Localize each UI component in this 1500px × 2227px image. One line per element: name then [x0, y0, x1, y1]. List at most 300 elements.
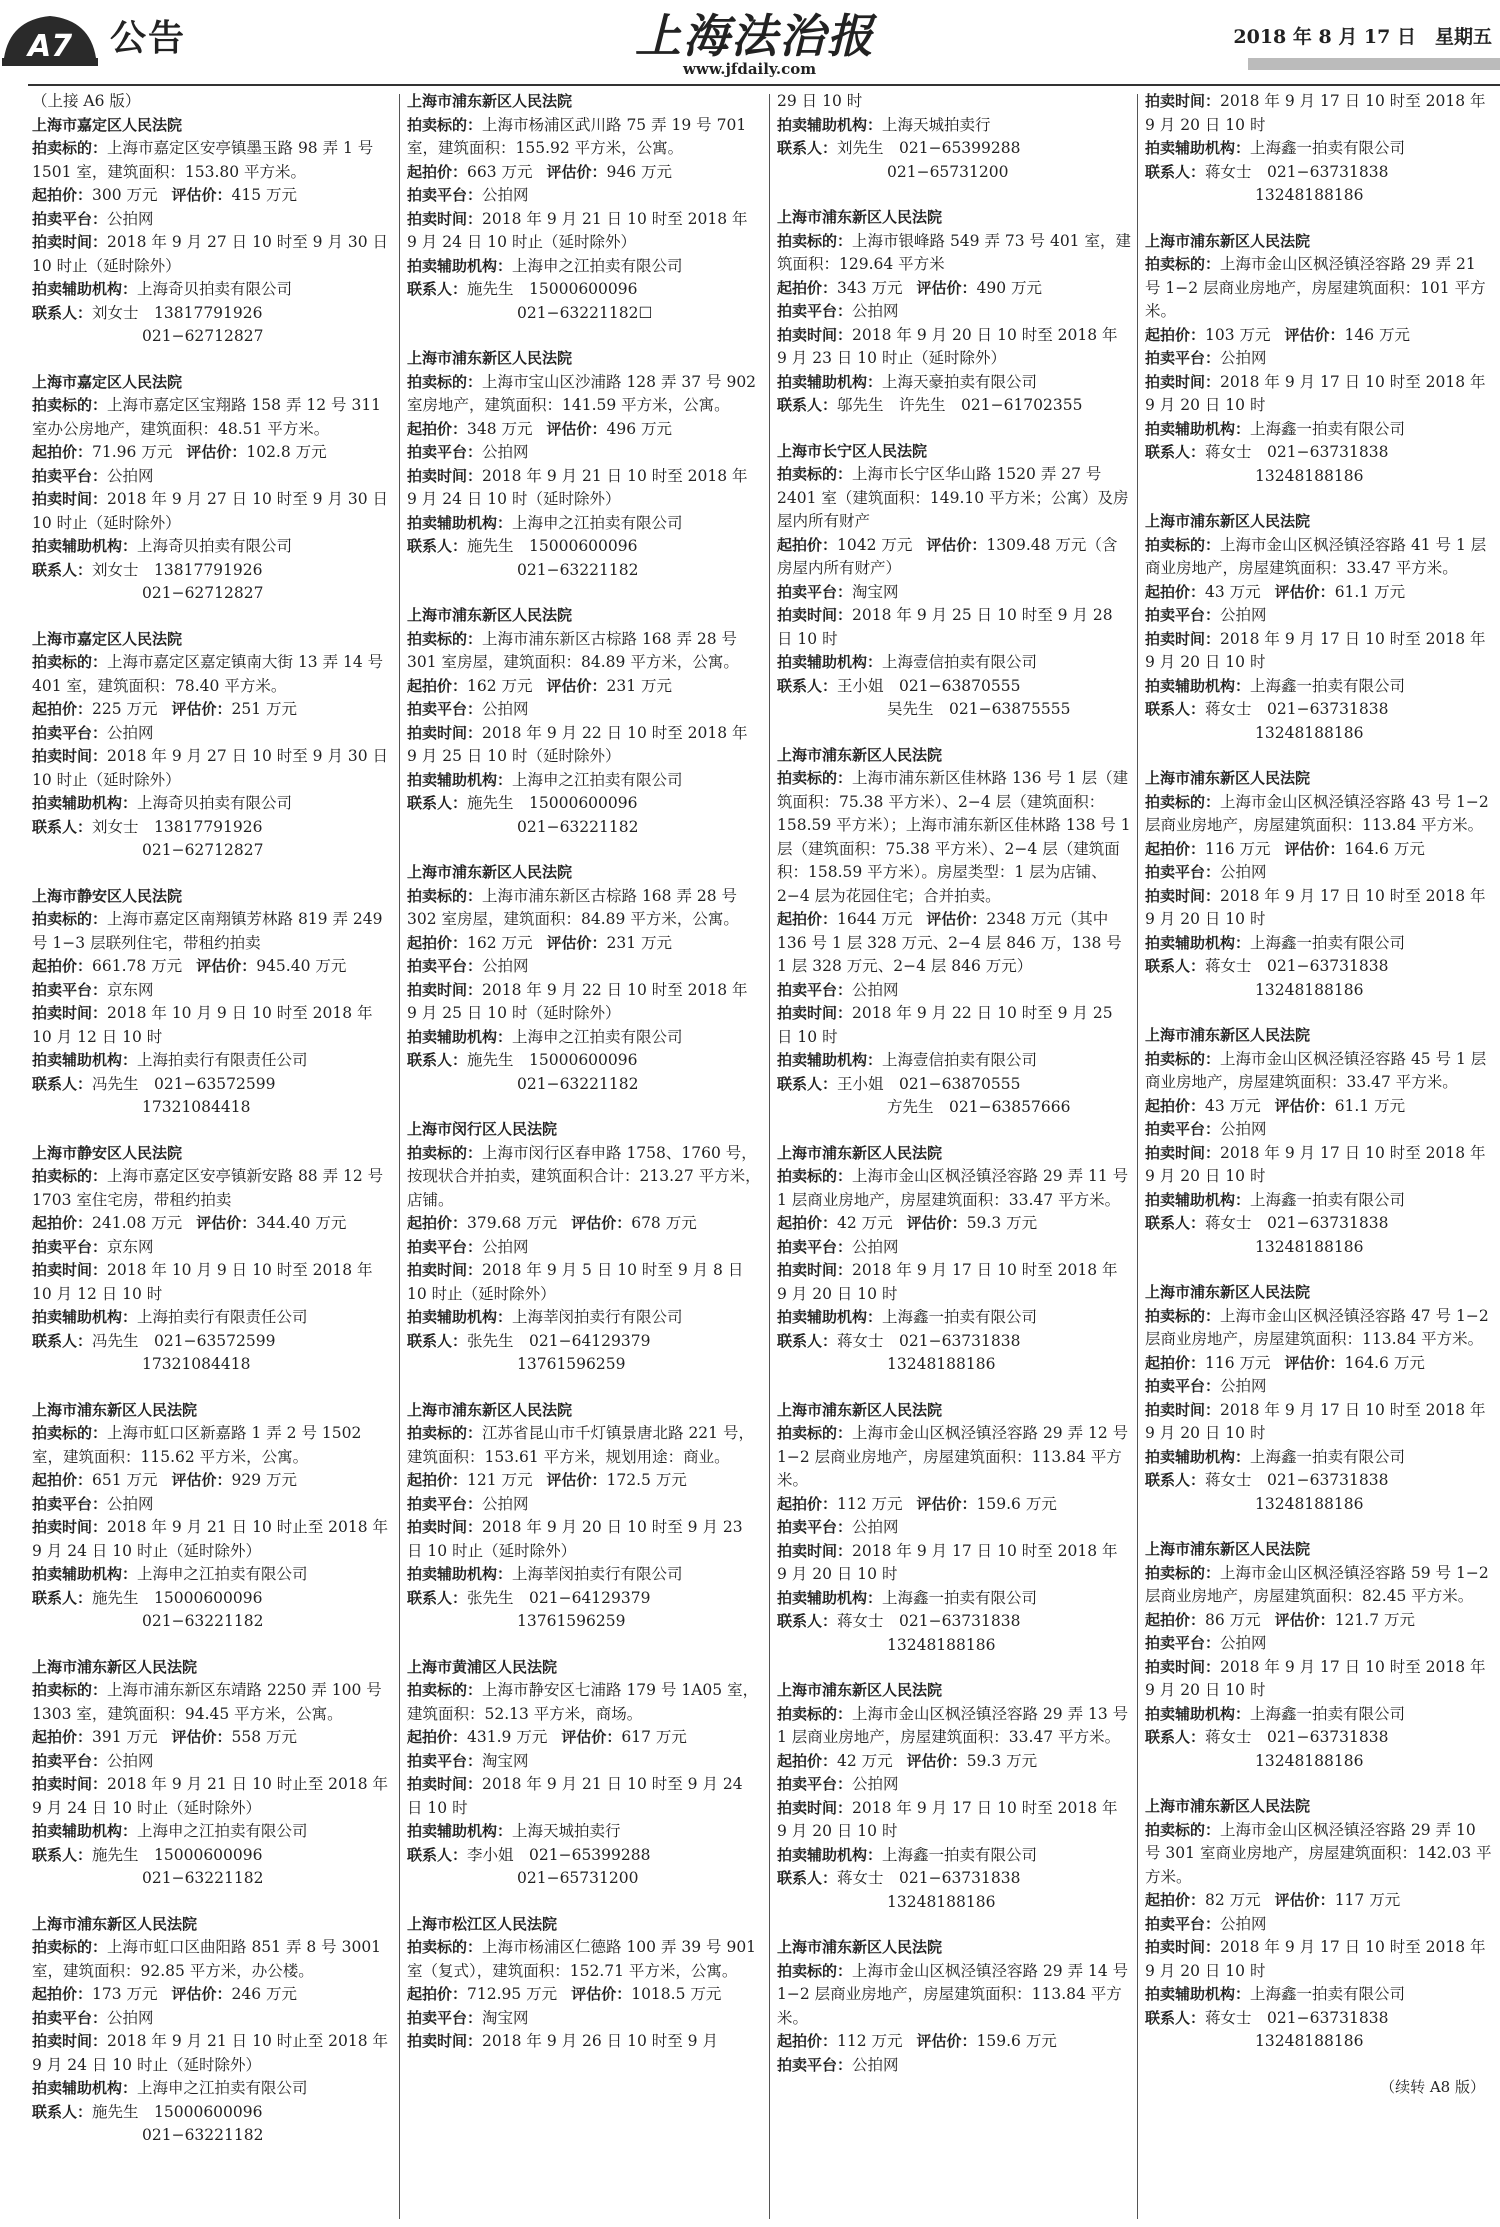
notice-row-time — [32, 231, 392, 278]
field-label: 拍卖标的： — [32, 1167, 108, 1185]
field-value-platform: 公拍网 — [1220, 349, 1267, 367]
field-value-agency: 上海申之江拍卖有限公司 — [512, 513, 683, 532]
court-name: 上海市浦东新区人民法院 — [777, 1938, 943, 1956]
field-value-contact: 施先生 15000600096 — [467, 537, 638, 555]
field-value-estimate: 945.40 万元 — [256, 957, 347, 975]
notice-row-contact — [777, 1073, 1132, 1120]
field-label: 拍卖时间： — [407, 2032, 483, 2050]
field-value-time: 2018 年 9 月 20 日 10 时至 2018 年 9 月 23 日 10 时止（延时除外） — [777, 325, 1118, 367]
field-value-start: 112 万元 — [837, 1494, 903, 1513]
auction-notice — [777, 1399, 1132, 1658]
notice-row-time — [1145, 1142, 1495, 1189]
field-value-target: 上海市浦东新区佳林路 136 号 1 层（建筑面积：75.38 平方米）、2−4 层（建筑面积：158.59 平方米）；上海市浦东新区佳林路 138 号 1 层（建筑面积：75.38 平方米）、2−4 层（建筑面积：158.59 平方米）。房屋类型：1 层为店铺、2−4 层为花园住宅；合并拍卖。 — [777, 769, 1131, 905]
auction-notice — [777, 90, 1132, 184]
field-value-time: 2018 年 9 月 5 日 10 时至 9 月 8 日 10 时止（延时除外） — [407, 1261, 744, 1303]
field-label: 拍卖标的： — [1145, 792, 1221, 811]
field-label: 联系人： — [777, 1612, 838, 1630]
field-label: 评估价： — [171, 1728, 232, 1746]
field-value-start: 162 万元 — [467, 933, 533, 952]
notice-row-target — [407, 1142, 762, 1213]
field-label: 联系人： — [32, 2102, 93, 2121]
continued-to-note: （续转 A8 版） — [1380, 2077, 1485, 2096]
field-label: 拍卖时间： — [1145, 92, 1221, 110]
court-name: 上海市黄浦区人民法院 — [407, 1657, 558, 1676]
auction-notice — [1145, 1281, 1495, 1516]
field-label: 拍卖平台： — [407, 1237, 483, 1256]
field-label: 拍卖辅助机构： — [777, 372, 883, 391]
field-value-contact: 蒋女士 021−63731838 — [1205, 162, 1389, 181]
court-name: 上海市浦东新区人民法院 — [1145, 769, 1311, 787]
court-name: 上海市浦东新区人民法院 — [777, 1400, 943, 1419]
field-label: 拍卖标的： — [1145, 535, 1221, 554]
notice-row-target — [32, 1165, 392, 1212]
notice-row-time — [32, 1516, 392, 1563]
notice-row-platform — [32, 208, 392, 232]
field-label: 联系人： — [32, 303, 93, 322]
field-label: 评估价： — [1274, 1610, 1335, 1629]
field-value-agency: 上海鑫一拍卖有限公司 — [1250, 676, 1406, 695]
field-label: 拍卖平台： — [32, 209, 108, 228]
notice-row-contact — [32, 302, 392, 349]
court-name: 上海市浦东新区人民法院 — [777, 208, 943, 226]
field-label: 拍卖时间： — [32, 2032, 108, 2050]
auction-notice — [1145, 1795, 1495, 2054]
field-value-target: 上海市浦东新区古棕路 168 弄 28 号 301 室房屋，建筑面积：84.89 平方米，公寓。 — [407, 629, 739, 671]
field-value-contact2: 021−63221182☐ — [517, 303, 653, 322]
field-label: 拍卖辅助机构： — [32, 794, 138, 812]
field-value-estimate: 929 万元 — [231, 1471, 298, 1489]
field-value-estimate: 2348 万元（其中 136 号 1 层 328 万元、2−4 层 846 万，138 号 1 层 328 万元、2−4 层 846 万元） — [777, 910, 1122, 975]
notice-row-target — [32, 1422, 392, 1469]
field-label: 评估价： — [906, 1214, 967, 1232]
field-value-estimate: 415 万元 — [231, 186, 298, 204]
notice-row-contact — [777, 1610, 1132, 1657]
auction-notice — [1145, 510, 1495, 745]
notice-row-contact — [32, 1587, 392, 1634]
field-value-contact: 王小姐 021−63870555 — [837, 1074, 1021, 1093]
field-label: 拍卖辅助机构： — [32, 1822, 138, 1840]
field-label: 拍卖平台： — [777, 582, 853, 601]
notice-row-time — [777, 1002, 1132, 1049]
field-value-agency: 上海莘闵拍卖行有限公司 — [512, 1308, 683, 1326]
notice-row-price — [777, 1750, 1132, 1774]
field-value-target: 上海市嘉定区南翔镇芳林路 819 弄 249 号 1−3 层联列住宅，带租约拍卖 — [32, 910, 383, 952]
field-label: 拍卖标的： — [32, 396, 108, 414]
field-label: 拍卖时间： — [407, 209, 483, 228]
field-value-contact: 刘女士 13817791926 — [92, 817, 263, 836]
field-label: 起拍价： — [777, 1751, 838, 1770]
field-value-start: 42 万元 — [837, 1751, 893, 1770]
field-label: 起拍价： — [407, 1214, 468, 1232]
notice-row-contact — [1145, 1469, 1495, 1516]
field-label: 起拍价： — [1145, 325, 1206, 344]
field-value-contact: 蒋女士 021−63731838 — [1205, 2008, 1389, 2027]
field-value-target: 上海市嘉定区安亭镇新安路 88 弄 12 号 1703 室住宅房，带租约拍卖 — [32, 1167, 384, 1209]
field-value-contact: 施先生 15000600096 — [92, 1588, 263, 1607]
field-value-time: 2018 年 9 月 22 日 10 时至 9 月 25 日 10 时 — [777, 1004, 1113, 1046]
field-value-platform: 公拍网 — [107, 1751, 154, 1770]
field-label: 拍卖平台： — [1145, 1377, 1221, 1395]
field-label: 起拍价： — [407, 933, 468, 952]
notice-row-target — [1145, 1562, 1495, 1609]
court-name: 上海市浦东新区人民法院 — [1145, 512, 1311, 530]
field-label: 联系人： — [777, 396, 838, 414]
notice-row-platform — [407, 2007, 762, 2031]
column-divider — [1137, 94, 1138, 2219]
notice-row-time — [777, 1259, 1132, 1306]
website-link[interactable]: www.jfdaily.com — [683, 60, 817, 78]
field-label: 拍卖标的： — [407, 1938, 483, 1956]
column-divider — [769, 94, 770, 2219]
field-value-contact: 刘先生 021−65399288 — [837, 139, 1021, 157]
field-value-time: 2018 年 9 月 20 日 10 时至 9 月 23 日 10 时止（延时除外） — [407, 1518, 743, 1560]
field-value-estimate: 164.6 万元 — [1344, 1353, 1425, 1372]
field-value-start: 300 万元 — [92, 186, 158, 204]
field-value-estimate: 61.1 万元 — [1334, 582, 1406, 601]
notice-row-agency — [32, 278, 392, 302]
notice-row-target — [1145, 253, 1495, 324]
field-value-agency: 上海鑫一拍卖有限公司 — [1250, 1190, 1406, 1209]
field-label: 拍卖标的： — [32, 1938, 108, 1956]
notice-row-agency — [407, 1026, 762, 1050]
field-value-agency: 上海壹信拍卖有限公司 — [882, 653, 1038, 671]
notice-row-price — [407, 1726, 762, 1750]
notice-row-time — [1145, 371, 1495, 418]
field-label: 拍卖平台： — [407, 186, 483, 204]
field-value-contact: 蒋女士 021−63731838 — [1205, 1214, 1389, 1232]
court-name: 上海市浦东新区人民法院 — [32, 1400, 198, 1419]
field-label: 联系人： — [407, 1051, 468, 1069]
field-label: 拍卖标的： — [1145, 1563, 1221, 1582]
notice-row-agency — [1145, 1983, 1495, 2007]
field-value-time: 2018 年 9 月 17 日 10 时至 2018 年 9 月 20 日 10 时 — [1145, 1657, 1486, 1699]
notice-row-price — [407, 161, 762, 185]
notice-row-target — [777, 1165, 1132, 1212]
notice-row-platform — [1145, 1375, 1495, 1399]
notice-row-price — [1145, 1095, 1495, 1119]
field-value-agency: 上海申之江拍卖有限公司 — [137, 1822, 308, 1840]
field-label: 拍卖平台： — [777, 1775, 853, 1793]
field-label: 拍卖辅助机构： — [1145, 933, 1251, 952]
field-value-contact2: 13248188186 — [1255, 2032, 1364, 2050]
notice-row-contact — [407, 1587, 762, 1634]
auction-notice — [407, 1399, 762, 1634]
notice-row-agency — [407, 1563, 762, 1587]
court-name: 上海市浦东新区人民法院 — [407, 92, 573, 110]
field-label: 拍卖平台： — [32, 1237, 108, 1256]
field-value-platform: 淘宝网 — [852, 582, 899, 601]
auction-notice — [32, 1142, 392, 1377]
field-value-contact2: 021−62712827 — [142, 584, 264, 602]
notice-row-price — [777, 1212, 1132, 1236]
field-label: 拍卖时间： — [32, 1004, 108, 1022]
notice-row-price — [1145, 324, 1495, 348]
field-value-start: 651 万元 — [92, 1471, 158, 1489]
field-value-time: 2018 年 9 月 17 日 10 时至 2018 年 9 月 20 日 10 时 — [1145, 629, 1486, 671]
field-label: 评估价： — [916, 1494, 977, 1513]
notice-row-price — [407, 418, 762, 442]
field-value-target: 上海市银峰路 549 弄 73 号 401 室，建筑面积：129.64 平方米 — [777, 231, 1131, 273]
field-label: 评估价： — [546, 1471, 607, 1489]
field-value-contact: 施先生 15000600096 — [92, 2102, 263, 2121]
field-value-target: 上海市宝山区沙浦路 128 弄 37 号 902 室房地产，建筑面积：141.59 平方米，公寓。 — [407, 372, 757, 414]
field-value-time: 2018 年 9 月 27 日 10 时至 9 月 30 日 10 时止（延时除外） — [32, 747, 389, 789]
field-label: 起拍价： — [1145, 1891, 1206, 1909]
notice-row-contact — [777, 394, 1132, 418]
field-label: 拍卖时间： — [1145, 629, 1221, 648]
field-value-contact2: 13248188186 — [1255, 186, 1364, 204]
field-value-estimate: 946 万元 — [606, 162, 673, 181]
field-label: 拍卖标的： — [777, 1704, 853, 1723]
notice-row-agency — [32, 792, 392, 816]
auction-notice — [407, 604, 762, 839]
notice-row-time — [1145, 628, 1495, 675]
field-value-estimate: 558 万元 — [231, 1728, 298, 1746]
field-label: 拍卖时间： — [32, 490, 108, 508]
field-label: 评估价： — [171, 1985, 232, 2003]
notice-row-price — [32, 1212, 392, 1236]
notice-row-target — [777, 1703, 1132, 1750]
field-value-start: 43 万元 — [1205, 582, 1261, 601]
field-label: 起拍价： — [777, 910, 838, 928]
notice-row-agency — [407, 255, 762, 279]
field-label: 评估价： — [1284, 325, 1345, 344]
field-value-target: 上海市金山区枫泾镇泾容路 45 号 1 层商业房地产，房屋建筑面积：33.47 平方米。 — [1145, 1049, 1487, 1091]
notice-row-platform — [407, 184, 762, 208]
notice-row-agency — [777, 1587, 1132, 1611]
court-name: 上海市浦东新区人民法院 — [777, 1143, 943, 1162]
field-label: 拍卖平台： — [777, 302, 853, 320]
field-label: 起拍价： — [1145, 1610, 1206, 1629]
notice-row-contact — [1145, 955, 1495, 1002]
field-label: 拍卖时间： — [407, 1261, 483, 1279]
notice-row-target — [407, 885, 762, 932]
field-value-platform: 京东网 — [107, 980, 154, 999]
field-label: 评估价： — [171, 700, 232, 718]
field-value-contact2: 方先生 021−63857666 — [887, 1098, 1071, 1116]
field-label: 评估价： — [926, 535, 987, 554]
field-value-target: 上海市长宁区华山路 1520 弄 27 号 2401 室（建筑面积：149.10 平方米；公寓）及房屋内所有财产 — [777, 465, 1129, 530]
field-value-contact2: 021−65731200 — [887, 162, 1009, 181]
notice-row-contact — [1145, 1212, 1495, 1259]
field-label: 评估价： — [1284, 839, 1345, 858]
field-value-time: 2018 年 9 月 17 日 10 时至 2018 年 9 月 20 日 10 时 — [1145, 886, 1486, 928]
notice-row-contact — [777, 1330, 1132, 1377]
notice-row-price — [32, 441, 392, 465]
field-value-platform: 公拍网 — [1220, 606, 1267, 624]
notice-row-price — [407, 1212, 762, 1236]
notice-row-contact — [1145, 698, 1495, 745]
field-value-contact: 蒋女士 021−63731838 — [1205, 1471, 1389, 1489]
field-label: 联系人： — [407, 280, 468, 298]
field-label: 联系人： — [777, 676, 838, 695]
notice-row-time — [407, 1773, 762, 1820]
auction-notice — [32, 1656, 392, 1891]
field-value-target: 上海市虹口区新嘉路 1 弄 2 号 1502 室，建筑面积：115.62 平方米，公寓。 — [32, 1424, 362, 1466]
auction-notice — [407, 1118, 762, 1377]
field-label: 拍卖标的： — [32, 653, 108, 671]
field-value-time: 2018 年 9 月 17 日 10 时至 2018 年 9 月 20 日 10 时 — [777, 1261, 1118, 1303]
field-value-start: 173 万元 — [92, 1985, 158, 2003]
field-value-estimate: 251 万元 — [231, 700, 298, 718]
field-label: 起拍价： — [32, 1985, 93, 2003]
field-label: 拍卖辅助机构： — [32, 2079, 138, 2097]
auction-notice — [777, 1936, 1132, 2077]
field-value-start: 116 万元 — [1205, 1353, 1271, 1372]
field-value-agency: 上海鑫一拍卖有限公司 — [1250, 933, 1406, 952]
notice-row-agency — [407, 512, 762, 536]
notice-row-platform — [32, 979, 392, 1003]
field-label: 起拍价： — [407, 676, 468, 695]
notice-row-agency — [32, 1306, 392, 1330]
notice-row-price — [32, 184, 392, 208]
field-label: 拍卖辅助机构： — [32, 1565, 138, 1583]
field-label: 联系人： — [1145, 700, 1206, 718]
field-value-platform: 公拍网 — [482, 957, 529, 975]
notice-row-platform — [32, 1493, 392, 1517]
notice-row-target — [32, 394, 392, 441]
field-label: 拍卖辅助机构： — [32, 280, 138, 298]
auction-notice — [777, 1679, 1132, 1914]
field-value-contact: 张先生 021−64129379 — [467, 1588, 651, 1607]
field-value-contact2: 13248188186 — [887, 1892, 996, 1911]
masthead: 上海法治报 — [635, 9, 875, 63]
field-label: 联系人： — [32, 1074, 93, 1093]
notice-row-target — [777, 1960, 1132, 2031]
notice-row-agency — [32, 535, 392, 559]
field-label: 拍卖辅助机构： — [777, 115, 883, 134]
field-value-target: 上海市虹口区曲阳路 851 弄 8 号 3001 室，建筑面积：92.85 平方米，办公楼。 — [32, 1938, 382, 1980]
notice-row-contact — [777, 1867, 1132, 1914]
field-label: 拍卖时间： — [777, 1261, 853, 1279]
field-value-platform: 公拍网 — [1220, 1377, 1267, 1395]
auction-notice — [407, 90, 762, 325]
notice-row-target — [777, 767, 1132, 908]
field-label: 联系人： — [1145, 2008, 1206, 2027]
field-label: 拍卖平台： — [407, 700, 483, 718]
field-value-agency: 上海鑫一拍卖有限公司 — [1250, 1447, 1406, 1466]
field-value-estimate: 246 万元 — [231, 1985, 298, 2003]
field-value-start: 86 万元 — [1205, 1610, 1261, 1629]
field-label: 拍卖时间： — [777, 606, 853, 624]
notice-row-time — [407, 2030, 762, 2054]
field-value-contact2: 13248188186 — [1255, 980, 1364, 999]
field-label: 评估价： — [171, 186, 232, 204]
field-label: 拍卖平台： — [1145, 1120, 1221, 1138]
field-value-agency: 上海莘闵拍卖行有限公司 — [512, 1565, 683, 1583]
field-label: 拍卖辅助机构： — [777, 1845, 883, 1864]
field-value-contact2: 021−62712827 — [142, 841, 264, 859]
auction-notice — [32, 1913, 392, 2148]
page-header — [0, 0, 1500, 84]
field-label: 评估价： — [1284, 1353, 1345, 1372]
field-label: 拍卖标的： — [1145, 1049, 1221, 1068]
field-value-contact: 施先生 15000600096 — [92, 1845, 263, 1864]
field-value-agency: 上海鑫一拍卖有限公司 — [882, 1588, 1038, 1607]
field-value-contact2: 021−63221182 — [142, 1869, 264, 1887]
field-label: 拍卖标的： — [32, 1424, 108, 1442]
field-value-agency: 上海鑫一拍卖有限公司 — [1250, 1704, 1406, 1723]
field-value-estimate: 59.3 万元 — [966, 1751, 1038, 1770]
field-value-contact: 李小姐 021−65399288 — [467, 1845, 651, 1864]
column-1 — [32, 90, 392, 2227]
field-value-target: 上海市金山区枫泾镇泾容路 29 弄 10 号 301 室商业房地产，房屋建筑面积：142.03 平方米。 — [1145, 1820, 1492, 1886]
notice-row-contact — [777, 137, 1132, 184]
field-label: 拍卖时间： — [407, 1775, 483, 1793]
notice-row-contact — [407, 535, 762, 582]
field-value-time: 2018 年 9 月 21 日 10 时至 2018 年 9 月 24 日 10 时止（延时除外） — [407, 209, 748, 251]
field-label: 拍卖时间： — [777, 1798, 853, 1817]
field-label: 拍卖平台： — [407, 957, 483, 975]
field-value-time: 2018 年 9 月 27 日 10 时至 9 月 30 日 10 时止（延时除外） — [32, 233, 389, 275]
court-name: 上海市闵行区人民法院 — [407, 1120, 558, 1138]
field-value-contact2: 021−63221182 — [142, 1612, 264, 1630]
notice-row-price — [32, 1726, 392, 1750]
notice-row-price — [777, 1493, 1132, 1517]
date-underline-bar — [1248, 58, 1500, 70]
field-value-contact2: 吴先生 021−63875555 — [887, 700, 1071, 718]
field-value-agency: 上海申之江拍卖有限公司 — [512, 1027, 683, 1046]
field-value-start: 42 万元 — [837, 1214, 893, 1232]
field-value-agency: 上海奇贝拍卖有限公司 — [137, 537, 293, 555]
field-label: 拍卖辅助机构： — [407, 1565, 513, 1583]
field-label: 拍卖辅助机构： — [1145, 1447, 1251, 1466]
field-value-platform: 公拍网 — [852, 1518, 899, 1536]
field-value-estimate: 490 万元 — [976, 278, 1043, 297]
notice-row-time — [32, 1773, 392, 1820]
field-value-target: 上海市嘉定区嘉定镇南大街 13 弄 14 号 401 室，建筑面积：78.40 平方米。 — [32, 653, 384, 695]
notice-row-price — [407, 1469, 762, 1493]
notice-row-agency — [777, 1306, 1132, 1330]
notice-row-time — [407, 979, 762, 1026]
continued-from-note: （上接 A6 版） — [32, 92, 141, 110]
notice-row-time — [1145, 885, 1495, 932]
field-value-time: 2018 年 10 月 9 日 10 时至 2018 年 10 月 12 日 10 时 — [32, 1004, 373, 1046]
header-rule — [28, 84, 1500, 86]
field-label: 拍卖辅助机构： — [1145, 676, 1251, 695]
notice-row-contact — [777, 675, 1132, 722]
notice-row-contact — [1145, 2007, 1495, 2054]
notice-row-target — [407, 628, 762, 675]
field-value-estimate: 102.8 万元 — [246, 443, 327, 461]
field-value-agency: 上海拍卖行有限责任公司 — [137, 1051, 308, 1069]
field-value-contact: 施先生 15000600096 — [467, 794, 638, 812]
field-value-start: 112 万元 — [837, 2032, 903, 2050]
field-label: 联系人： — [1145, 1214, 1206, 1232]
notice-row-price — [32, 698, 392, 722]
field-value-estimate: 117 万元 — [1334, 1891, 1401, 1909]
notice-row-time — [32, 488, 392, 535]
notice-row-time — [777, 604, 1132, 651]
field-value-start: 1644 万元 — [837, 910, 913, 928]
field-value-target: 上海市浦东新区古棕路 168 弄 28 号 302 室房屋，建筑面积：84.89 平方米，公寓。 — [407, 886, 739, 928]
notice-row-platform — [407, 1750, 762, 1774]
notice-row-time — [407, 465, 762, 512]
field-label: 拍卖标的： — [777, 231, 853, 250]
field-label: 拍卖标的： — [407, 886, 483, 905]
field-value-platform: 公拍网 — [852, 980, 899, 999]
notice-row-agency — [777, 1049, 1132, 1073]
field-label: 拍卖辅助机构： — [407, 770, 513, 789]
notice-row-platform — [32, 722, 392, 746]
field-value-platform: 公拍网 — [1220, 1634, 1267, 1652]
field-value-estimate: 344.40 万元 — [256, 1214, 347, 1232]
issue-date: 2018 年 8 月 17 日 星期五 — [1233, 26, 1492, 48]
notice-row-target — [1145, 1819, 1495, 1890]
field-label: 起拍价： — [777, 535, 838, 554]
court-name: 上海市浦东新区人民法院 — [1145, 1283, 1311, 1301]
field-value-agency: 上海申之江拍卖有限公司 — [512, 256, 683, 275]
